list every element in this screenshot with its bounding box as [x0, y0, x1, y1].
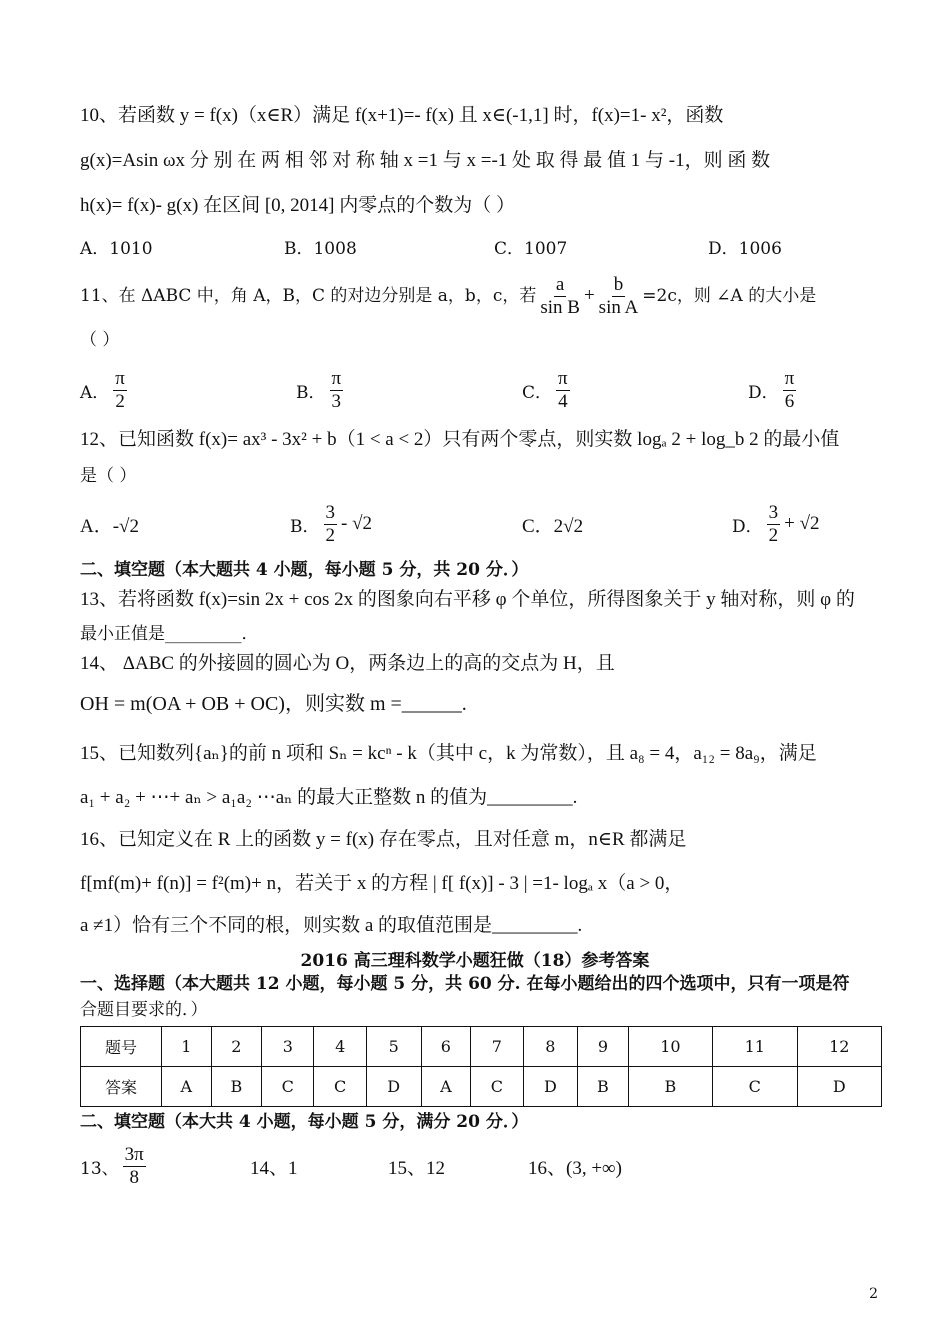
q13-line1: 13、若将函数 f(x)=sin 2x + cos 2x 的图象向右平移 φ 个单位，所得图象关于 y 轴对称，则 φ 的 [80, 589, 855, 610]
table-answer-label: 答案 [81, 1067, 162, 1107]
fill-answer-15: 15、12 [388, 1157, 446, 1179]
q12-option-d [732, 498, 820, 550]
answer-section1-line1: 一、选择题（本大题共 12 小题，每小题 5 分，共 60 分. 在每小题给出的四个选项中，只有一项是符 [80, 974, 850, 994]
q11-paren: （ ） [80, 330, 120, 350]
table-header-label: 题号 [81, 1027, 162, 1067]
q10-line2: g(x)=Asin ωx 分 别 在 两 相 邻 对 称 轴 x =1 与 x =-1 处 取 得 最 值 1 与 -1，则 函 数 [80, 150, 771, 171]
q11-option-b [296, 364, 347, 416]
table-cell: 10 [628, 1027, 712, 1067]
table-cell: 9 [578, 1027, 628, 1067]
q11-option-a-num: π [115, 367, 125, 389]
q11-plus: + [583, 285, 595, 306]
q11-options [80, 364, 880, 416]
table-cell: C [314, 1067, 366, 1107]
q11-frac-b [599, 274, 639, 319]
q16-line2: f[mf(m)+ f(n)] = f²(m)+ n，若关于 x 的方程 | f[ f(x)] - 3 | =1- logₐ x（a > 0， [80, 873, 684, 894]
q11-option-a [80, 364, 131, 416]
q11-option-a-den: 2 [115, 390, 125, 412]
q14-line1: 14、 ΔABC 的外接圆的圆心为 O，两条边上的高的交点为 H，且 [80, 653, 615, 674]
q11-frac-a-den: sin B [540, 296, 580, 318]
table-cell: 2 [211, 1027, 261, 1067]
q10-line1: 10、若函数 y = f(x)（x∈R）满足 f(x+1)=- f(x) 且 x∈(-1,1] 时，f(x)=1- x²，函数 [80, 105, 724, 126]
q14-line2: OH = m(OA + OB + OC)，则实数 m =______. [80, 693, 467, 715]
table-cell: D [797, 1067, 882, 1107]
q10-line3: h(x)= f(x)- g(x) 在区间 [0, 2014] 内零点的个数为（ ） [80, 195, 515, 216]
q15-line1: 15、已知数列{aₙ}的前 n 项和 Sₙ = kcⁿ - k（其中 c，k 为常数），且 a₈ = 4，a₁₂ = 8a₉，满足 [80, 743, 817, 764]
q12-option-a: A．-√2 [80, 515, 139, 537]
q11-option-c-den: 4 [558, 390, 568, 412]
table-cell: C [262, 1067, 314, 1107]
q12-option-d-den: 2 [768, 524, 779, 546]
q12-option-b-den: 2 [325, 524, 335, 546]
q11-post: =2c，则 ∠A 的大小是 [642, 286, 817, 306]
q11-option-b-num: π [331, 367, 342, 389]
q16-line1: 16、已知定义在 R 上的函数 y = f(x) 存在零点，且对任意 m，n∈R 都满足 [80, 829, 687, 850]
table-cell: 8 [523, 1027, 578, 1067]
section2-title: 二、填空题（本大题共 4 小题，每小题 5 分，共 20 分．） [80, 560, 529, 580]
q11-option-b-den: 3 [331, 390, 342, 412]
q13-line2: 最小正值是_________． [80, 624, 259, 644]
answer-title: 2016 高三理科数学小题狂做（18）参考答案 [300, 951, 650, 971]
q11-pre: 11、在 ΔABC 中，角 A，B，C 的对边分别是 a，b，c，若 [80, 286, 537, 306]
q12-line1: 12、已知函数 f(x)= ax³ - 3x² + b（1 < a < 2）只有两个零点，则实数 logₐ 2 + log_b 2 的最小值 [80, 429, 840, 450]
fill-answer-16: 16、(3, +∞) [528, 1157, 622, 1179]
table-cell: 3 [262, 1027, 314, 1067]
answer-section2: 二、填空题（本大共 4 小题，每小题 5 分，满分 20 分．） [80, 1112, 529, 1132]
q11-option-c-label: C． [522, 382, 553, 403]
q16-line3: a ≠1）恰有三个不同的根，则实数 a 的取值范围是_________. [80, 915, 583, 936]
table-cell: B [578, 1067, 628, 1107]
table-cell: B [211, 1067, 261, 1107]
q12-option-d-num: 3 [768, 501, 779, 523]
q10-option-d: D．1006 [708, 238, 782, 259]
fill-answer-13-den: 8 [129, 1166, 139, 1188]
q12-options [80, 498, 880, 550]
q11-frac-a-num: a [555, 273, 565, 295]
table-cell: B [628, 1067, 712, 1107]
table-cell: D [523, 1067, 578, 1107]
q12-option-b-num: 3 [325, 501, 335, 523]
table-cell: 5 [366, 1027, 421, 1067]
fill-answer-14: 14、1 [250, 1157, 298, 1179]
q12-option-d-label: D． [732, 516, 763, 537]
table-cell: A [421, 1067, 471, 1107]
q11-stem [80, 270, 880, 322]
q11-frac-b-den: sin A [598, 296, 639, 318]
table-cell: 6 [421, 1027, 471, 1067]
table-cell: 1 [162, 1027, 212, 1067]
table-cell: A [162, 1067, 212, 1107]
q12-option-c: C．2√2 [522, 515, 584, 537]
q11-frac-b-num: b [613, 273, 624, 295]
q12-option-b [290, 498, 372, 550]
table-row [81, 1027, 882, 1067]
table-cell: C [471, 1067, 523, 1107]
q12-option-b-rest: - √2 [341, 513, 373, 534]
q10-option-c: C．1007 [494, 238, 568, 259]
fill-answer-13-label: 13、 [80, 1158, 119, 1179]
table-cell: 12 [797, 1027, 882, 1067]
table-cell: 7 [471, 1027, 523, 1067]
q11-frac-a [540, 274, 580, 319]
q11-option-d-den: 6 [784, 390, 795, 412]
q11-option-c-num: π [558, 367, 568, 389]
q15-line2: a₁ + a₂ + ⋯+ aₙ > a₁a₂ ⋯aₙ 的最大正整数 n 的值为_________. [80, 787, 578, 808]
table-cell: 11 [713, 1027, 797, 1067]
fill-answer-13 [80, 1136, 150, 1196]
q12-option-d-rest: + √2 [784, 513, 820, 534]
q12-option-b-label: B． [290, 516, 320, 537]
q12-line2: 是（ ） [80, 466, 137, 486]
q10-option-b: B．1008 [284, 238, 357, 259]
answer-table [80, 1026, 882, 1107]
q11-option-b-label: B． [296, 382, 326, 403]
q11-option-c [522, 364, 574, 416]
table-cell: D [366, 1067, 421, 1107]
fill-answer-13-num: 3π [124, 1143, 144, 1165]
q11-option-d-label: D． [748, 382, 779, 403]
answer-section1-line2: 合题目要求的．） [80, 1000, 208, 1020]
q10-option-a: A．1010 [80, 238, 153, 259]
fill-answers [80, 1136, 880, 1196]
page-number: 2 [869, 1286, 878, 1302]
q11-option-d [748, 364, 800, 416]
q11-option-d-num: π [784, 367, 795, 389]
table-cell: 4 [314, 1027, 366, 1067]
table-cell: C [713, 1067, 797, 1107]
table-row [81, 1067, 882, 1107]
q11-option-a-label: A． [80, 382, 110, 403]
q10-options [80, 224, 880, 268]
